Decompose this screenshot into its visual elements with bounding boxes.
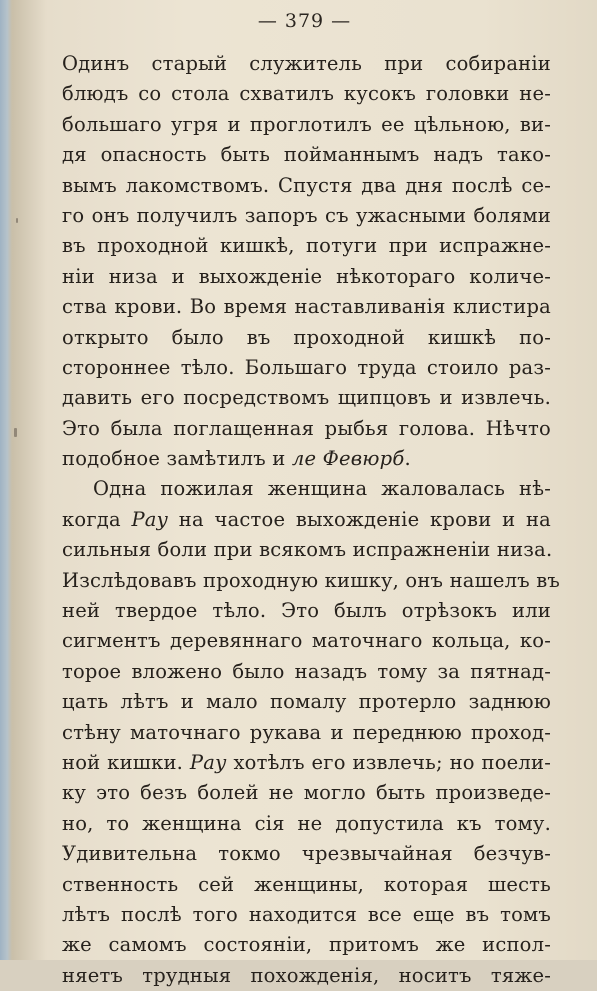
text-span: на частое выхожденіе крови и на [168, 507, 551, 531]
text-line [62, 505, 551, 535]
text-line: стѣну маточнаго рукава и переднюю проход- [62, 720, 551, 744]
ink-speck [14, 428, 17, 437]
text-line: цать лѣтъ и мало помалу протерло заднюю [62, 690, 551, 714]
text-line: давить его посредствомъ щипцовъ и извлечь. [62, 386, 551, 410]
text-line: блюдъ со стола схватилъ кусокъ головки не- [62, 82, 551, 106]
author-name: Рау [131, 507, 169, 531]
text-span: подобное замѣтилъ и [62, 447, 292, 471]
text-line [62, 748, 551, 778]
text-line: вымъ лакомствомъ. Спустя два дня послѣ се- [62, 173, 551, 197]
text-line: дя опасность быть пойманнымъ надъ тако- [62, 143, 551, 167]
text-line: ку это безъ болей не могло быть произведе- [62, 781, 551, 805]
text-line: но, то женщина сія не допустила къ тому. [62, 811, 551, 835]
author-name: Рау [189, 750, 227, 774]
book-page [12, 0, 597, 987]
author-name: ле Февюрб [291, 447, 405, 471]
text-line [62, 444, 551, 474]
page-left-edge [0, 0, 12, 960]
text-line: же самомъ состояніи, притомъ же испол- [62, 933, 551, 957]
text-line: Это была поглащенная рыбья голова. Нѣчто [62, 416, 551, 440]
text-line: въ проходной кишкѣ, потуги при испражне- [62, 234, 551, 258]
text-line: няетъ трудныя похожденія, носитъ тяже- [62, 963, 551, 987]
text-span: ной кишки. [62, 750, 190, 774]
text-line: Удивительна токмо чрезвычайная безчув- [62, 842, 551, 866]
main-text [62, 49, 561, 991]
page-number: — 379 — [257, 10, 352, 32]
ink-speck [16, 218, 18, 223]
text-line: ственность сей женщины, которая шесть [62, 872, 551, 896]
paragraph-start-line: Одна пожилая женщина жаловалась нѣ- [93, 477, 551, 501]
text-line: стороннее тѣло. Большаго труда стоило раз- [62, 355, 551, 379]
text-span: хотѣлъ его извлечь; но поели- [226, 750, 551, 774]
text-line: торое вложено было назадъ тому за пятнад- [62, 659, 551, 683]
text-line: ней твердое тѣло. Это былъ отрѣзокъ или [62, 599, 551, 623]
text-line: открыто было въ проходной кишкѣ по- [62, 325, 551, 349]
text-span: когда [62, 507, 132, 531]
text-line: большаго угря и проглотилъ ее цѣльною, ви- [62, 112, 551, 136]
text-line: го онъ получилъ запоръ съ ужасными болями [62, 203, 551, 227]
text-line: лѣтъ послѣ того находится все еще въ томъ [62, 902, 551, 926]
text-line: сильныя боли при всякомъ испражненіи низа. [62, 538, 553, 562]
text-line: сигментъ деревяннаго маточнаго кольца, ко- [62, 629, 551, 653]
text-span: . [404, 447, 411, 471]
text-line: ніи низа и выхожденіе нѣкотораго количе- [62, 264, 551, 288]
text-line: Изслѣдовавъ проходную кишку, онъ нашелъ въ [62, 568, 561, 592]
text-line: ства крови. Во время наставливанія клистира [62, 295, 551, 319]
text-line: Одинъ старый служитель при собираніи [62, 52, 551, 75]
